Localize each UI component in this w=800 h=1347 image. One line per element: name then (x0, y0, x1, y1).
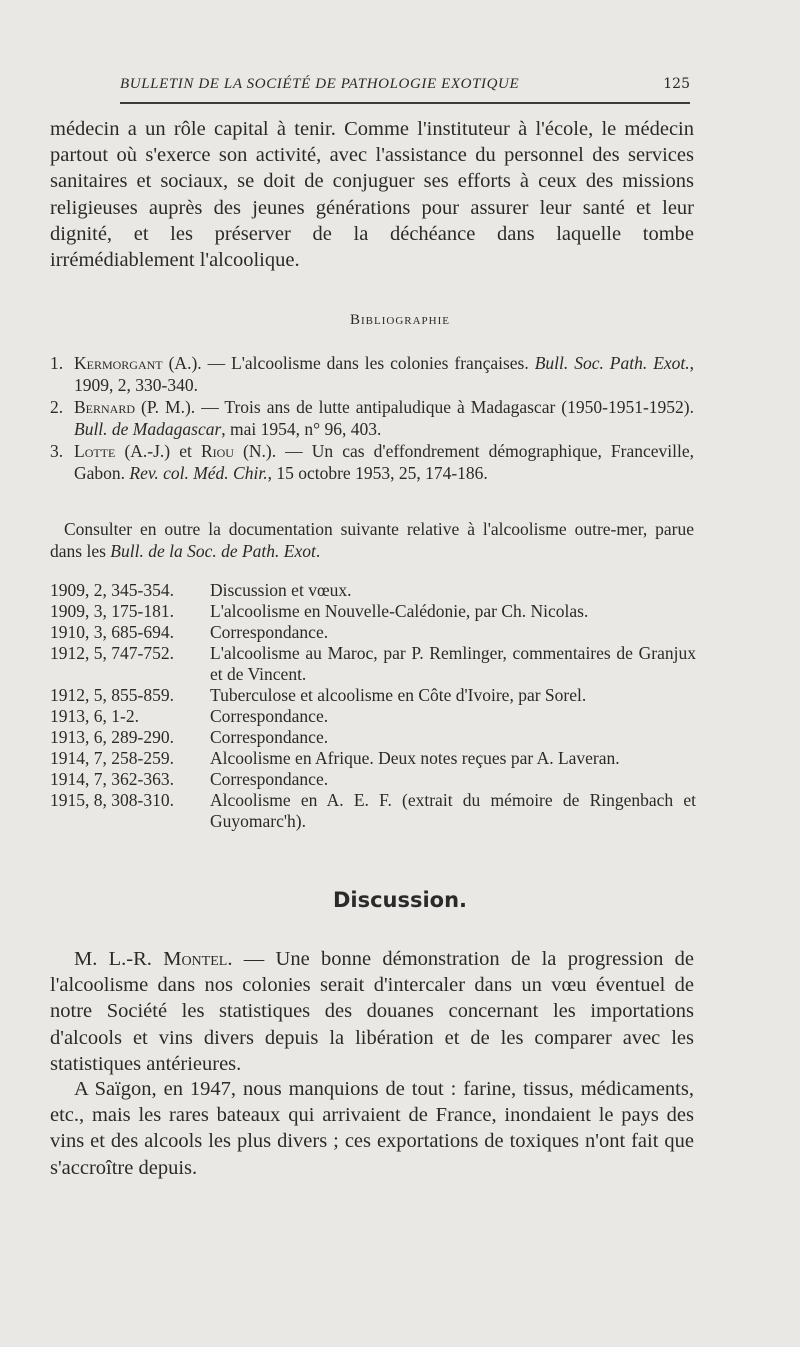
entry-ref: , 1909, 2, 330-340. (74, 353, 695, 395)
doc-desc: L'alcoolisme en Nouvelle-Calédonie, par Ch. Nicolas. (210, 601, 589, 621)
entry-body (74, 352, 694, 396)
doc-desc: Alcoolisme en Afrique. Deux notes reçues par A. Laveran. (210, 748, 620, 768)
bibliography-list (50, 352, 694, 484)
doc-desc: Alcoolisme en A. E. F. (extrait du mémoire de Ringenbach et Guyomarc'h). (210, 790, 696, 831)
entry-text: — Trois ans de lutte antipaludique à Madagascar (1950-1951-1952). (195, 397, 694, 417)
documentation-item (50, 748, 696, 769)
doc-ref: 1910, 3, 685-694. (50, 622, 174, 642)
doc-ref: 1912, 5, 855-859. (50, 685, 174, 705)
entry-text: — Un cas d'effondrement démographique, Franceville, Gabon. (74, 441, 695, 483)
documentation-item (50, 769, 696, 790)
entry-initials: (P. M.). (135, 397, 196, 417)
documentation-item (50, 727, 696, 748)
doc-ref: 1914, 7, 362-363. (50, 769, 174, 789)
bibliography-heading: Bibliographie (350, 312, 450, 328)
doc-ref: 1913, 6, 289-290. (50, 727, 174, 747)
entry-ref: , 15 octobre 1953, 25, 174-186. (267, 463, 488, 483)
entry-journal: Bull. de Madagascar (74, 419, 222, 439)
entry-initials: (A.-J.) et (115, 441, 201, 461)
intro-paragraph: médecin a un rôle capital à tenir. Comme l'instituteur à l'école, le médecin partout où s'exerce son activité, avec l'assistance du personnel des services sanitaires et sociaux, se doit de conjuguer ses efforts à ceux des missions religieuses auprès des jeunes générations pour assurer leur santé et leur dignité, et les préserver de la déchéance dans laquelle tombe irrémédiablement l'alcoolique. (50, 118, 694, 272)
entry-journal: Bull. Soc. Path. Exot. (534, 353, 690, 373)
entry-journal: Rev. col. Méd. Chir. (129, 463, 268, 483)
running-header (120, 72, 690, 104)
doc-ref: 1909, 2, 345-354. (50, 580, 174, 600)
entry-number: 1. (50, 353, 64, 373)
doc-desc: L'alcoolisme au Maroc, par P. Remlinger, commentaires de Granjux et de Vincent. (210, 643, 696, 684)
doc-ref: 1914, 7, 258-259. (50, 748, 174, 768)
documentation-item (50, 685, 696, 706)
entry-author: Kermorgant (74, 353, 163, 373)
documentation-item (50, 601, 696, 622)
entry-body (74, 396, 694, 440)
entry-ref: , mai 1954, n° 96, 403. (221, 419, 382, 439)
bibliography-entry (50, 440, 694, 484)
documentation-list (50, 580, 696, 832)
doc-desc: Correspondance. (210, 727, 329, 747)
doc-ref: 1913, 6, 1-2. (50, 706, 139, 726)
discussion-paragraph-2: A Saïgon, en 1947, nous manquions de tout : farine, tissus, médicaments, etc., mais les rares bateaux qui arrivaient de France, inondaient le pays des vins et des alcools les plus divers ; ces exportations de toxiques n'ont fait que s'accroître depuis. (50, 1078, 694, 1179)
doc-desc: Correspondance. (210, 769, 329, 789)
entry-author: Lotte (74, 441, 116, 461)
doc-desc: Discussion et vœux. (210, 580, 352, 600)
entry-body (74, 440, 694, 484)
consult-end: . (315, 541, 321, 561)
entry-number: 2. (50, 397, 64, 417)
discussion-speaker: M. L.-R. Montel. (74, 948, 233, 970)
entry-number: 3. (50, 441, 64, 461)
entry-author: Bernard (74, 397, 136, 417)
bibliography-entry (50, 396, 694, 440)
doc-ref: 1909, 3, 175-181. (50, 601, 174, 621)
consult-note (50, 518, 694, 562)
doc-desc: Tuberculose et alcoolisme en Côte d'Ivoire, par Sorel. (210, 685, 587, 705)
running-title: BULLETIN DE LA SOCIÉTÉ DE PATHOLOGIE EXOTIQUE (120, 76, 520, 92)
consult-text: Consulter en outre la documentation suivante relative à l'alcoolisme outre-mer, parue dans les (50, 519, 694, 561)
consult-journal: Bull. de la Soc. de Path. Exot (110, 541, 316, 561)
doc-desc: Correspondance. (210, 622, 329, 642)
discussion-text-1: — Une bonne démonstration de la progression de l'alcoolisme dans nos colonies serait d'intercaler dans un vœu éventuel de notre Société les statistiques des douanes concernant les importations d'alcools et vins divers depuis la libération et de les comparer avec les statistiques antérieures. (50, 948, 694, 1075)
page-number: 125 (663, 76, 690, 92)
doc-ref: 1915, 8, 308-310. (50, 790, 174, 810)
documentation-item (50, 706, 696, 727)
entry-author-2: Riou (200, 441, 234, 461)
entry-initials-2: (N.). (233, 441, 277, 461)
documentation-item (50, 580, 696, 601)
entry-text: — L'alcoolisme dans les colonies françaises. (201, 353, 535, 373)
documentation-item (50, 622, 696, 643)
documentation-item (50, 643, 696, 685)
discussion-paragraph-1 (50, 946, 694, 1077)
discussion-heading: Discussion. (332, 888, 468, 912)
bibliography-entry (50, 352, 694, 396)
doc-desc: Correspondance. (210, 706, 329, 726)
documentation-item (50, 790, 696, 832)
entry-initials: (A.). (162, 353, 202, 373)
doc-ref: 1912, 5, 747-752. (50, 643, 174, 663)
